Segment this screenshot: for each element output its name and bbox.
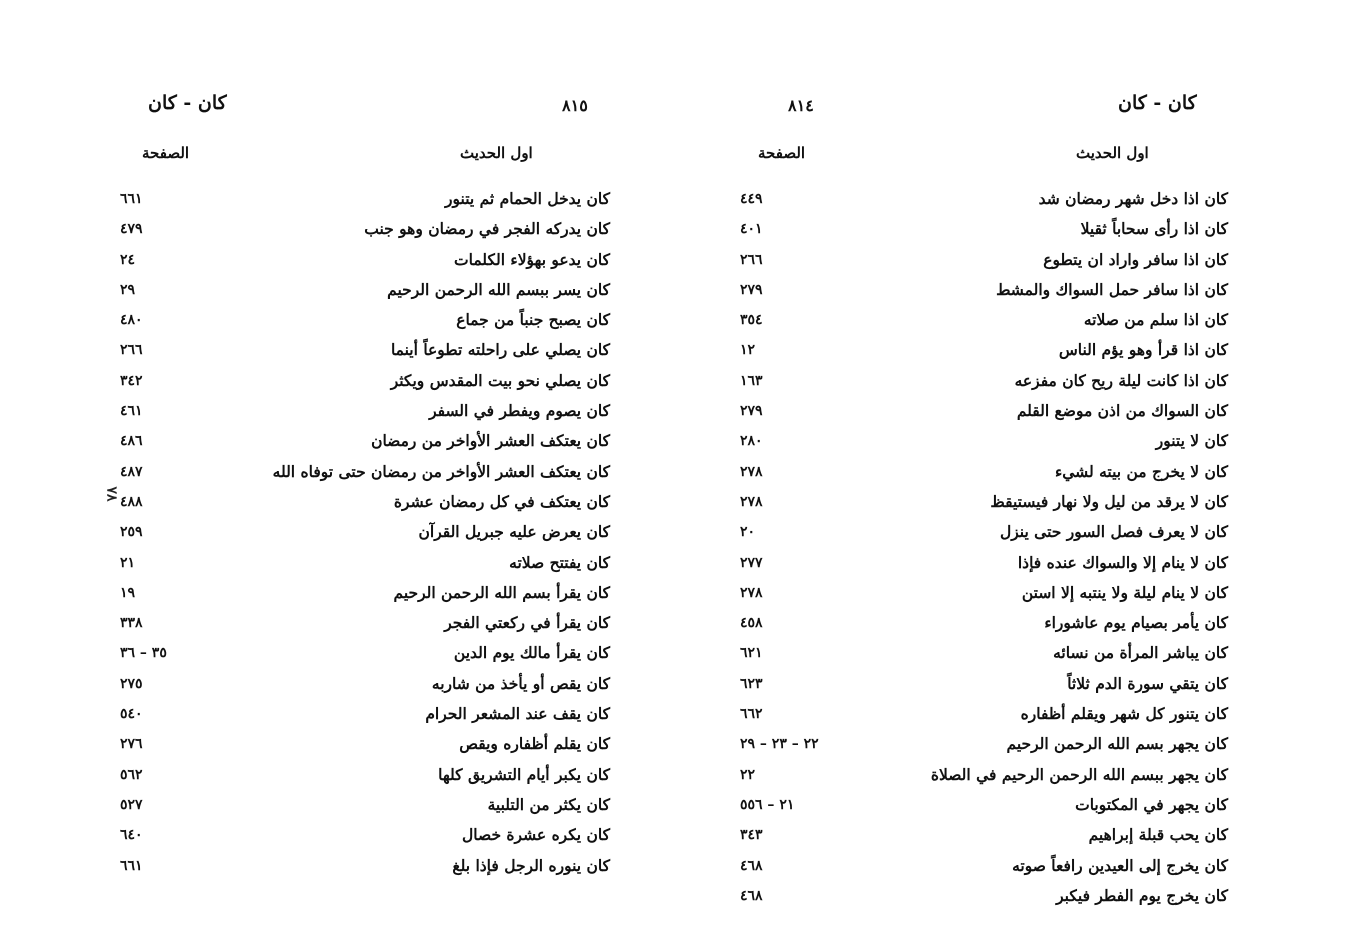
page-reference: ٦٤٠ — [120, 827, 143, 844]
page-reference: ٢٧٨ — [740, 493, 763, 510]
index-row — [120, 305, 640, 335]
page-reference: ٢٩ — [120, 281, 136, 298]
hadith-opening: كان يكبر أيام التشريق كلها — [438, 764, 610, 784]
index-row — [740, 548, 1240, 578]
page-reference: ٢٨٠ — [740, 433, 763, 450]
hadith-opening: كان يكثر من التلبية — [487, 794, 610, 814]
index-row — [740, 396, 1240, 426]
hadith-opening: كان لا يخرج من بيته لشيء — [1054, 461, 1228, 481]
index-row — [120, 396, 640, 426]
column-header-page: الصفحة — [142, 144, 190, 162]
index-row — [740, 426, 1240, 456]
page-reference: ٢٦٦ — [740, 251, 763, 268]
page-reference: ٦٦١ — [120, 191, 143, 207]
page-reference: ٢٧٨ — [740, 584, 763, 601]
index-row — [120, 638, 640, 668]
hadith-opening: كان يجهر ببسم الله الرحمن الرحيم في الصلاة — [930, 764, 1228, 784]
index-row — [120, 669, 640, 699]
running-head: كان - كان — [148, 92, 227, 114]
page-reference: ٥٤٠ — [120, 706, 143, 723]
index-row — [120, 820, 640, 850]
hadith-opening: كان لا ينام إلا والسواك عنده فإذا — [1017, 552, 1228, 572]
index-row — [740, 881, 1240, 911]
page-reference: ٦٦٢ — [740, 706, 763, 723]
hadith-opening: كان يعتكف العشر الأواخر من رمضان حتى توفاه الله — [272, 461, 610, 481]
page-reference: ٢٧٧ — [740, 554, 763, 571]
index-row — [120, 457, 640, 487]
hadith-opening: كان يجهر بسم الله الرحمن الرحيم — [1006, 734, 1228, 754]
index-row — [120, 366, 640, 396]
hadith-opening: كان يقرأ بسم الله الرحمن الرحيم — [393, 582, 610, 602]
page-reference: ٣٣٨ — [120, 615, 143, 632]
page-reference: ٢١ — [120, 554, 136, 571]
index-row — [120, 426, 640, 456]
page-reference: ١٩ — [120, 584, 136, 601]
hadith-opening: كان يأمر بصيام يوم عاشوراء — [1044, 613, 1228, 633]
index-row — [740, 578, 1240, 608]
page-reference: ٤٦٨ — [740, 887, 763, 904]
page-number: ٨١٥ — [562, 96, 588, 115]
page-reference: ٥٢٧ — [120, 796, 143, 813]
column-header-hadith: اول الحديث — [460, 144, 533, 162]
index-row — [740, 245, 1240, 275]
page-reference: ٥٦٢ — [120, 766, 143, 783]
index-row — [120, 851, 640, 881]
page-reference: ٢٧٩ — [740, 281, 763, 298]
hadith-opening: كان يصبح جنباً من جماع — [456, 310, 610, 330]
page-reference: ٢٧٨ — [740, 463, 763, 480]
page-reference: ٢٦٦ — [120, 342, 143, 359]
page-reference: ٢٥٩ — [120, 524, 143, 541]
hadith-opening: كان اذا سافر حمل السواك والمشط — [996, 279, 1228, 299]
page-reference: ٢٧٩ — [740, 403, 763, 420]
page-number: ٨١٤ — [788, 96, 814, 115]
hadith-opening: كان يخرج إلى العيدين رافعاً صوته — [1012, 855, 1228, 875]
index-row — [120, 578, 640, 608]
index-row — [740, 790, 1240, 820]
running-head: كان - كان — [1118, 92, 1197, 114]
index-row — [120, 487, 640, 517]
index-row — [740, 487, 1240, 517]
page-reference: ٢٢ — [740, 766, 756, 783]
hadith-opening: كان يتنور كل شهر ويقلم أظفاره — [1020, 704, 1228, 724]
index-row — [120, 760, 640, 790]
index-row — [120, 699, 640, 729]
hadith-opening: كان يدخل الحمام ثم يتنور — [445, 189, 610, 208]
column-header-hadith: اول الحديث — [1076, 144, 1149, 162]
page-reference: ٢٧٦ — [120, 736, 143, 753]
index-row — [120, 184, 640, 214]
page-reference: ٢٢ – ٢٣ – ٢٩ — [740, 736, 819, 753]
hadith-opening: كان يدركه الفجر في رمضان وهو جنب — [364, 219, 610, 239]
index-row — [120, 335, 640, 365]
hadith-opening: كان يقرأ في ركعتي الفجر — [444, 613, 610, 633]
index-row — [120, 245, 640, 275]
page-reference: ٢٤ — [120, 251, 136, 268]
index-row — [740, 275, 1240, 305]
page-reference: ٤٨٧ — [120, 463, 143, 480]
right-page — [740, 0, 1240, 939]
column-header-page: الصفحة — [758, 144, 806, 162]
page-reference: ٦٢٣ — [740, 675, 763, 692]
index-row — [740, 608, 1240, 638]
left-page — [120, 0, 640, 939]
page-reference: ٢٠ — [740, 524, 756, 541]
hadith-opening: كان يقف عند المشعر الحرام — [425, 704, 610, 724]
page-reference: ٤٥٨ — [740, 615, 763, 632]
index-row — [120, 608, 640, 638]
page-reference: ٢٧٥ — [120, 675, 143, 692]
hadith-opening: كان لا يتنور — [1155, 431, 1228, 451]
page-reference: ٤٤٩ — [740, 191, 763, 207]
hadith-opening: كان اذا رأى سحاباً ثقيلا — [1080, 219, 1228, 239]
index-row — [740, 729, 1240, 759]
hadith-opening: كان لا ينام ليلة ولا ينتبه إلا استن — [1021, 582, 1228, 602]
index-row — [740, 214, 1240, 244]
hadith-opening: كان لا يعرف فصل السور حتى ينزل — [999, 522, 1228, 542]
page-reference: ٤٦٨ — [740, 857, 763, 874]
hadith-opening: كان اذا دخل شهر رمضان شد — [1038, 189, 1228, 208]
page-reference: ٣٤٢ — [120, 372, 143, 389]
hadith-opening: كان يقص أو يأخذ من شاربه — [431, 673, 610, 693]
page-reference: ٦٦١ — [120, 857, 143, 874]
hadith-opening: كان يسر ببسم الله الرحمن الرحيم — [387, 279, 610, 299]
index-row — [120, 275, 640, 305]
index-row — [740, 366, 1240, 396]
hadith-opening: كان يكره عشرة خصال — [462, 825, 610, 845]
index-list — [740, 184, 1240, 911]
hadith-opening: كان يخرج يوم الفطر فيكبر — [1056, 885, 1228, 905]
index-row — [740, 638, 1240, 668]
hadith-opening: كان يحب قبلة إبراهيم — [1088, 825, 1228, 845]
hadith-opening: كان يجهر في المكتوبات — [1075, 794, 1228, 814]
hadith-opening: كان اذا قرأ وهو يؤم الناس — [1058, 340, 1228, 360]
index-row — [740, 760, 1240, 790]
index-row — [740, 669, 1240, 699]
page-reference: ٣٥٤ — [740, 312, 763, 329]
hadith-opening: كان اذا سافر واراد ان يتطوع — [1043, 249, 1228, 269]
page-reference: ٤٠١ — [740, 221, 763, 238]
index-row — [740, 335, 1240, 365]
index-row — [740, 184, 1240, 214]
index-row — [740, 305, 1240, 335]
hadith-opening: كان يباشر المرأة من نسائه — [1053, 643, 1228, 663]
page-reference: ٦٢١ — [740, 645, 763, 662]
page-reference: ٢١ – ٥٥٦ — [740, 796, 795, 813]
page-reference: ٤٦١ — [120, 403, 143, 420]
page-reference: ١٦٣ — [740, 372, 763, 389]
hadith-opening: كان يعرض عليه جبريل القرآن — [418, 522, 610, 542]
page-reference: ٤٨٠ — [120, 312, 143, 329]
index-row — [740, 851, 1240, 881]
hadith-opening: كان يتقي سورة الدم ثلاثاً — [1067, 673, 1228, 693]
margin-mark: ٧٨ — [103, 486, 120, 502]
hadith-opening: كان لا يرقد من ليل ولا نهار فيستيقظ — [990, 491, 1228, 511]
index-row — [120, 729, 640, 759]
hadith-opening: كان ينوره الرجل فإذا بلغ — [452, 855, 610, 875]
index-row — [120, 790, 640, 820]
page-reference: ٣٥ – ٣٦ — [120, 645, 167, 662]
page-reference: ٤٨٦ — [120, 433, 143, 450]
index-row — [120, 517, 640, 547]
hadith-opening: كان يصوم ويفطر في السفر — [429, 401, 610, 421]
page-reference: ٤٧٩ — [120, 221, 143, 238]
hadith-opening: كان يعتكف في كل رمضان عشرة — [393, 491, 610, 511]
hadith-opening: كان يصلي على راحلته تطوعاً أينما — [390, 340, 610, 360]
hadith-opening: كان السواك من اذن موضع القلم — [1016, 401, 1228, 421]
hadith-opening: كان يعتكف العشر الأواخر من رمضان — [371, 431, 610, 451]
index-row — [740, 457, 1240, 487]
page-reference: ٣٤٣ — [740, 827, 763, 844]
index-row — [740, 820, 1240, 850]
index-row — [740, 699, 1240, 729]
hadith-opening: كان اذا كانت ليلة ريح كان مفزعه — [1014, 370, 1228, 390]
index-row — [120, 214, 640, 244]
hadith-opening: كان اذا سلم من صلاته — [1083, 310, 1228, 330]
hadith-opening: كان يقرأ مالك يوم الدين — [453, 643, 610, 663]
page-reference: ٤٨٨ — [120, 493, 143, 510]
index-row — [740, 517, 1240, 547]
index-row — [120, 548, 640, 578]
hadith-opening: كان يفتتح صلاته — [509, 552, 610, 572]
hadith-opening: كان يدعو بهؤلاء الكلمات — [454, 249, 610, 269]
page-reference: ١٢ — [740, 342, 756, 359]
hadith-opening: كان يصلي نحو بيت المقدس ويكثر — [390, 370, 610, 390]
hadith-opening: كان يقلم أظفاره ويقص — [459, 734, 610, 754]
index-list — [120, 184, 640, 881]
